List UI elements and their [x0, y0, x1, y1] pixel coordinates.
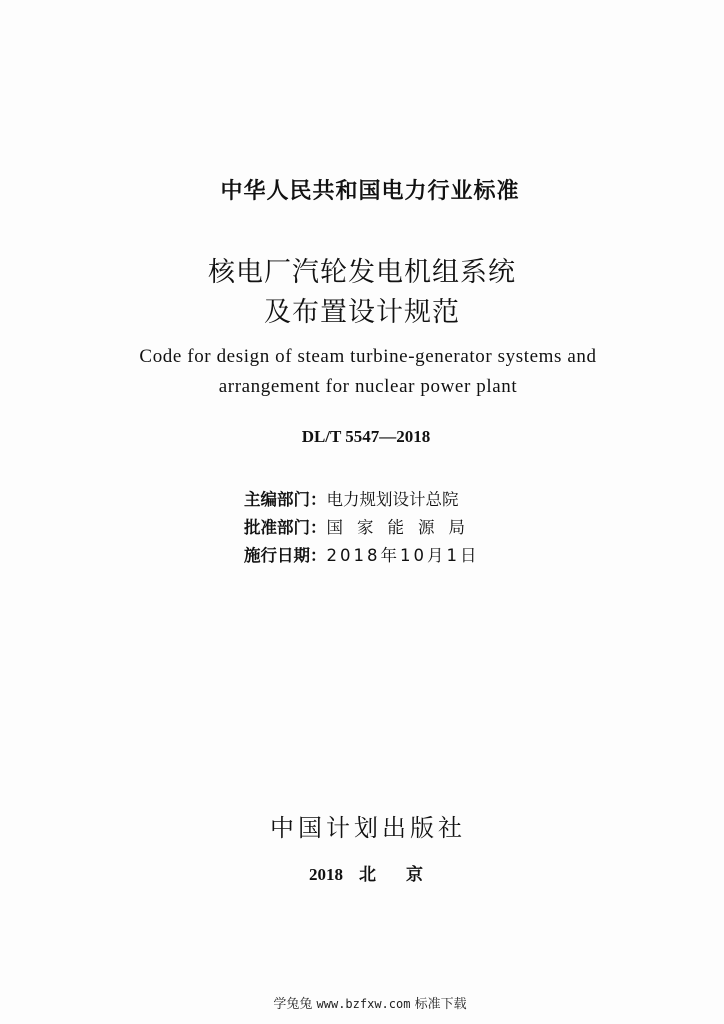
meta-row-editor	[244, 486, 459, 510]
meta-approver-value: 国家能源局	[326, 518, 479, 537]
meta-editor-value: 电力规划设计总院	[326, 490, 459, 509]
city-char-1: 北	[359, 865, 376, 884]
standard-code: DL/T 5547—2018	[301, 427, 431, 446]
watermark	[8, 993, 724, 1012]
meta-effective-value: 2018年10月1日	[326, 546, 480, 565]
title-cn-line-1: 核电厂汽轮发电机组系统	[208, 257, 516, 288]
meta-effective-label: 施行日期：	[244, 546, 327, 565]
meta-editor-label: 主编部门：	[244, 490, 327, 509]
title-cn-line-2: 及布置设计规范	[264, 297, 460, 328]
publisher-name: 中国计划出版社	[270, 814, 466, 842]
watermark-site: www.bzfxw.com	[316, 997, 411, 1011]
publication-place	[4, 860, 724, 885]
standard-series-heading: 中华人民共和国电力行业标准	[220, 179, 520, 204]
city-char-2: 京	[406, 865, 423, 884]
title-en-line-1: Code for design of steam turbine-generator systems and	[139, 346, 597, 367]
meta-row-approver	[244, 514, 479, 538]
meta-row-effective	[244, 542, 480, 566]
publication-year: 2018	[309, 865, 343, 884]
meta-approver-label: 批准部门：	[244, 518, 327, 537]
watermark-suffix: 标准下载	[410, 997, 467, 1012]
title-en-line-2: arrangement for nuclear power plant	[218, 376, 518, 397]
watermark-prefix: 学兔兔	[273, 997, 317, 1012]
